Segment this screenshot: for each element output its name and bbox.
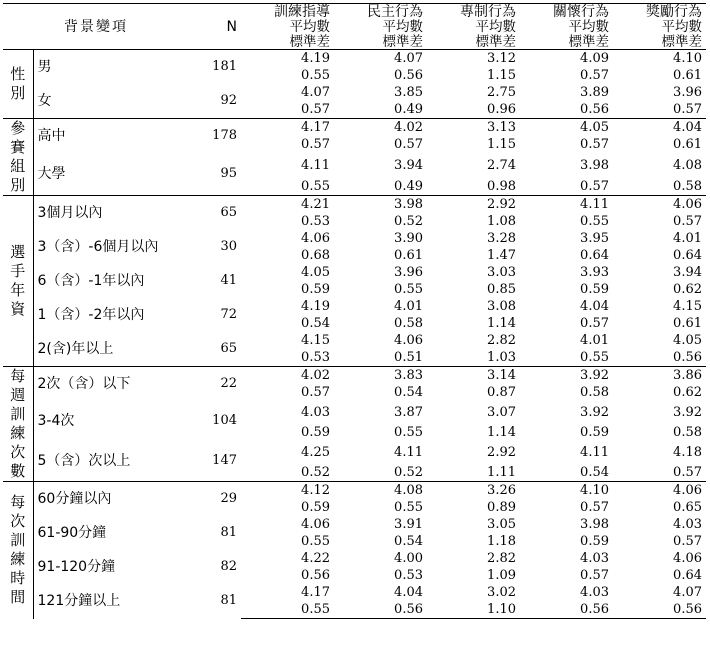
mean-value: 4.05 xyxy=(301,264,330,280)
sd-value: 0.57 xyxy=(580,315,609,331)
mean-value: 3.26 xyxy=(427,482,520,500)
mean-value: 4.03 xyxy=(580,550,609,566)
mean-value: 3.90 xyxy=(394,230,423,246)
mean-value: 4.05 xyxy=(673,332,702,348)
header-mean-label: 平均數 xyxy=(475,18,516,35)
sd-value: 0.61 xyxy=(394,247,423,263)
table-row xyxy=(3,441,706,464)
sd-value: 0.57 xyxy=(673,464,702,480)
sd-value: 0.59 xyxy=(580,281,609,297)
row-item-label: 60分鐘以內 xyxy=(33,482,189,517)
mean-value: 4.17 xyxy=(301,584,330,600)
group-label xyxy=(3,196,33,367)
mean-value: 3.86 xyxy=(613,367,706,385)
mean-value: 4.06 xyxy=(301,516,330,532)
sd-value: 0.58 xyxy=(673,178,702,194)
sd-value: 0.54 xyxy=(580,464,609,480)
statistics-table-container xyxy=(3,3,705,619)
sd-value: 0.89 xyxy=(487,499,516,515)
mean-value: 3.98 xyxy=(334,196,427,214)
sd-value: 0.52 xyxy=(394,464,423,480)
sd-value: 0.56 xyxy=(301,567,330,583)
mean-value: 4.12 xyxy=(241,482,334,500)
row-n-value: 72 xyxy=(220,307,237,322)
table-body xyxy=(3,50,706,619)
mean-value: 3.07 xyxy=(487,404,516,420)
row-item-label: 男 xyxy=(33,50,189,85)
mean-value: 4.07 xyxy=(673,584,702,600)
sd-value: 0.85 xyxy=(487,281,516,297)
mean-value: 4.09 xyxy=(520,50,613,68)
sd-value: 0.65 xyxy=(673,499,702,515)
row-n-value: 92 xyxy=(220,93,237,108)
mean-value: 3.28 xyxy=(487,230,516,246)
sd-value: 0.57 xyxy=(580,67,609,83)
header-sd-label: 標準差 xyxy=(613,34,706,50)
header-sd-label: 標準差 xyxy=(241,34,334,50)
mean-value: 2.75 xyxy=(487,84,516,100)
mean-value: 3.92 xyxy=(673,404,702,420)
mean-value: 4.19 xyxy=(301,298,330,314)
mean-value: 3.05 xyxy=(487,516,516,532)
sd-value: 0.57 xyxy=(301,136,330,152)
row-n-value: 178 xyxy=(189,119,241,154)
mean-value: 4.10 xyxy=(613,50,706,68)
mean-value: 2.74 xyxy=(487,157,516,173)
sd-value: 0.59 xyxy=(301,424,330,440)
mean-value: 2.82 xyxy=(487,550,516,566)
header-measure-3: 關懷行為 xyxy=(520,4,613,20)
sd-value: 0.56 xyxy=(334,601,427,619)
header-measure-1: 民主行為 xyxy=(334,4,427,20)
sd-value: 0.61 xyxy=(673,136,702,152)
sd-value: 0.55 xyxy=(301,178,330,194)
mean-value: 3.96 xyxy=(394,264,423,280)
sd-value: 0.54 xyxy=(301,315,330,331)
row-item-label: 91-120分鐘 xyxy=(37,559,116,575)
sd-value: 0.49 xyxy=(394,178,423,194)
table-row xyxy=(3,298,706,315)
header-sd-label: 標準差 xyxy=(334,34,427,50)
mean-value: 4.06 xyxy=(613,196,706,214)
row-item-label: 61-90分鐘 xyxy=(37,525,107,541)
sd-value: 0.53 xyxy=(301,349,330,365)
mean-value: 4.10 xyxy=(520,482,613,500)
mean-value: 3.83 xyxy=(334,367,427,385)
sd-value: 0.56 xyxy=(394,67,423,83)
mean-value: 3.03 xyxy=(487,264,516,280)
row-n-value: 181 xyxy=(189,50,241,85)
header-measure-0: 訓練指導 xyxy=(241,4,334,20)
table-row xyxy=(3,367,706,385)
sd-value: 0.55 xyxy=(301,533,330,549)
row-n-value: 147 xyxy=(212,453,237,468)
group-label-text: 選手年資 xyxy=(10,243,26,318)
sd-value: 0.98 xyxy=(487,178,516,194)
sd-value: 0.64 xyxy=(673,247,702,263)
row-item-label: 2(含)年以上 xyxy=(37,341,114,357)
sd-value: 0.55 xyxy=(301,67,330,83)
row-item-label: 6（含）-1年以內 xyxy=(37,273,145,289)
table-row xyxy=(3,230,706,247)
sd-value: 1.09 xyxy=(487,567,516,583)
mean-value: 4.02 xyxy=(241,367,334,385)
table-row xyxy=(3,196,706,214)
header-mean-label: 平均數 xyxy=(661,18,702,35)
row-n-value: 81 xyxy=(220,593,237,609)
header-mean-label: 平均數 xyxy=(382,18,423,35)
table-header xyxy=(3,4,706,50)
sd-value: 0.59 xyxy=(301,281,330,297)
sd-value: 0.52 xyxy=(301,464,330,480)
mean-value: 4.07 xyxy=(334,50,427,68)
mean-value: 3.85 xyxy=(394,84,423,100)
sd-value: 0.57 xyxy=(301,384,330,400)
mean-value: 3.91 xyxy=(394,516,423,532)
mean-value: 4.06 xyxy=(394,332,423,348)
mean-value: 4.03 xyxy=(301,404,330,420)
mean-value: 3.95 xyxy=(580,230,609,246)
header-variable: 背景變項 xyxy=(3,4,189,50)
sd-value: 0.61 xyxy=(673,315,702,331)
row-n-value: 29 xyxy=(189,482,241,517)
sd-value: 0.57 xyxy=(580,136,609,152)
sd-value: 0.55 xyxy=(580,349,609,365)
sd-value: 1.14 xyxy=(487,424,516,440)
sd-value: 0.53 xyxy=(301,213,330,229)
sd-value: 1.11 xyxy=(487,464,516,480)
sd-value: 0.61 xyxy=(673,67,702,83)
header-measure-4: 獎勵行為 xyxy=(613,4,706,20)
mean-value: 4.15 xyxy=(301,332,330,348)
sd-value: 0.57 xyxy=(580,499,609,515)
mean-value: 4.19 xyxy=(241,50,334,68)
header-n: N xyxy=(189,4,241,50)
mean-value: 4.03 xyxy=(580,584,609,600)
mean-value: 3.89 xyxy=(580,84,609,100)
row-item-label: 5（含）次以上 xyxy=(37,453,131,469)
sd-value: 0.68 xyxy=(301,247,330,263)
group-label xyxy=(3,119,33,196)
mean-value: 4.11 xyxy=(520,196,613,214)
row-n-value: 22 xyxy=(189,367,241,402)
mean-value: 4.01 xyxy=(580,332,609,348)
mean-value: 3.14 xyxy=(427,367,520,385)
row-item-label: 121分鐘以上 xyxy=(37,593,121,610)
header-mean-label: 平均數 xyxy=(568,18,609,35)
row-n-value: 104 xyxy=(212,413,237,428)
group-label xyxy=(3,482,33,619)
header-measure-2: 專制行為 xyxy=(427,4,520,20)
sd-value: 0.57 xyxy=(673,213,702,229)
sd-value: 0.55 xyxy=(394,424,423,440)
sd-value: 0.59 xyxy=(580,533,609,549)
mean-value: 4.03 xyxy=(673,516,702,532)
table-row xyxy=(3,482,706,500)
mean-value: 4.07 xyxy=(301,84,330,100)
table-row xyxy=(3,516,706,533)
mean-value: 3.02 xyxy=(487,584,516,600)
sd-value: 1.14 xyxy=(487,315,516,331)
sd-value: 0.55 xyxy=(241,601,334,619)
sd-value: 0.59 xyxy=(580,424,609,440)
sd-value: 0.59 xyxy=(301,499,330,515)
header-sd-label: 標準差 xyxy=(427,34,520,50)
mean-value: 4.06 xyxy=(673,550,702,566)
sd-value: 0.62 xyxy=(673,384,702,400)
mean-value: 4.08 xyxy=(334,482,427,500)
mean-value: 4.17 xyxy=(241,119,334,137)
sd-value: 0.56 xyxy=(520,601,613,619)
group-label xyxy=(3,50,33,119)
sd-value: 0.57 xyxy=(301,101,330,117)
sd-value: 1.15 xyxy=(487,136,516,152)
sd-value: 0.51 xyxy=(394,349,423,365)
mean-value: 3.94 xyxy=(394,157,423,173)
mean-value: 4.05 xyxy=(520,119,613,137)
row-item-label: 高中 xyxy=(33,119,189,154)
group-label-text: 性別 xyxy=(10,65,26,102)
sd-value: 0.57 xyxy=(580,178,609,194)
mean-value: 4.11 xyxy=(301,157,330,173)
table-row xyxy=(3,401,706,424)
table-row xyxy=(3,50,706,68)
row-n-value: 65 xyxy=(189,196,241,231)
sd-value: 1.47 xyxy=(487,247,516,263)
sd-value: 0.87 xyxy=(487,384,516,400)
sd-value: 0.57 xyxy=(673,533,702,549)
row-item-label: 2次（含）以下 xyxy=(33,367,189,402)
sd-value: 0.56 xyxy=(613,601,706,619)
mean-value: 3.93 xyxy=(580,264,609,280)
table-row xyxy=(3,119,706,137)
mean-value: 3.87 xyxy=(394,404,423,420)
table-row xyxy=(3,332,706,349)
sd-value: 0.57 xyxy=(580,567,609,583)
group-label xyxy=(3,367,33,482)
row-item-label: 3-4次 xyxy=(37,413,75,429)
mean-value: 2.92 xyxy=(487,444,516,460)
row-item-label: 3（含）-6個月以內 xyxy=(37,239,159,255)
row-n-value: 82 xyxy=(220,559,237,574)
mean-value: 4.04 xyxy=(394,584,423,600)
mean-value: 4.15 xyxy=(673,298,702,314)
mean-value: 4.02 xyxy=(334,119,427,137)
table-row xyxy=(3,550,706,567)
sd-value: 0.64 xyxy=(580,247,609,263)
sd-value: 0.55 xyxy=(580,213,609,229)
mean-value: 4.22 xyxy=(301,550,330,566)
row-n-value: 65 xyxy=(220,341,237,356)
row-item-label: 3個月以內 xyxy=(33,196,189,231)
mean-value: 3.98 xyxy=(580,516,609,532)
group-label-text: 參賽組別 xyxy=(10,119,26,194)
sd-value: 0.58 xyxy=(394,315,423,331)
sd-value: 1.08 xyxy=(487,213,516,229)
mean-value: 4.04 xyxy=(613,119,706,137)
mean-value: 4.21 xyxy=(241,196,334,214)
mean-value: 4.25 xyxy=(301,444,330,460)
header-mean-label: 平均數 xyxy=(289,18,330,35)
table-row xyxy=(3,584,706,601)
row-item-label: 1（含）-2年以內 xyxy=(37,307,145,323)
sd-value: 0.64 xyxy=(673,567,702,583)
group-label-text: 每次訓練時間 xyxy=(10,493,26,607)
sd-value: 0.96 xyxy=(487,101,516,117)
mean-value: 2.92 xyxy=(427,196,520,214)
sd-value: 0.49 xyxy=(394,101,423,117)
mean-value: 4.18 xyxy=(673,444,702,460)
mean-value: 3.98 xyxy=(580,157,609,173)
mean-value: 3.92 xyxy=(520,367,613,385)
row-item-label: 女 xyxy=(37,93,52,109)
sd-value: 0.56 xyxy=(673,349,702,365)
mean-value: 3.08 xyxy=(487,298,516,314)
sd-value: 0.57 xyxy=(673,101,702,117)
sd-value: 1.15 xyxy=(487,67,516,83)
sd-value: 1.10 xyxy=(427,601,520,619)
sd-value: 0.52 xyxy=(394,213,423,229)
sd-value: 0.57 xyxy=(394,136,423,152)
statistics-table xyxy=(3,3,706,619)
sd-value: 0.58 xyxy=(580,384,609,400)
row-n-value: 41 xyxy=(220,273,237,288)
mean-value: 4.11 xyxy=(394,444,423,460)
sd-value: 0.54 xyxy=(394,384,423,400)
table-row xyxy=(3,84,706,101)
sd-value: 1.18 xyxy=(487,533,516,549)
sd-value: 1.03 xyxy=(487,349,516,365)
sd-value: 0.62 xyxy=(673,281,702,297)
table-row xyxy=(3,264,706,281)
mean-value: 3.92 xyxy=(580,404,609,420)
row-n-value: 95 xyxy=(220,166,237,181)
mean-value: 4.00 xyxy=(394,550,423,566)
table-row xyxy=(3,153,706,178)
mean-value: 4.11 xyxy=(580,444,609,460)
mean-value: 3.12 xyxy=(427,50,520,68)
row-item-label: 大學 xyxy=(37,166,66,182)
header-sd-label: 標準差 xyxy=(520,34,613,50)
sd-value: 0.55 xyxy=(394,499,423,515)
sd-value: 0.55 xyxy=(394,281,423,297)
mean-value: 3.13 xyxy=(427,119,520,137)
sd-value: 0.54 xyxy=(394,533,423,549)
mean-value: 3.96 xyxy=(673,84,702,100)
mean-value: 3.94 xyxy=(673,264,702,280)
mean-value: 4.06 xyxy=(613,482,706,500)
sd-value: 0.56 xyxy=(580,101,609,117)
sd-value: 0.58 xyxy=(673,424,702,440)
mean-value: 4.06 xyxy=(301,230,330,246)
row-n-value: 81 xyxy=(220,525,237,540)
mean-value: 4.08 xyxy=(673,157,702,173)
group-label-text: 每週訓練次數 xyxy=(10,367,26,480)
row-n-value: 30 xyxy=(220,239,237,254)
sd-value: 0.53 xyxy=(394,567,423,583)
mean-value: 2.82 xyxy=(487,332,516,348)
mean-value: 4.04 xyxy=(580,298,609,314)
mean-value: 4.01 xyxy=(394,298,423,314)
mean-value: 4.01 xyxy=(673,230,702,246)
